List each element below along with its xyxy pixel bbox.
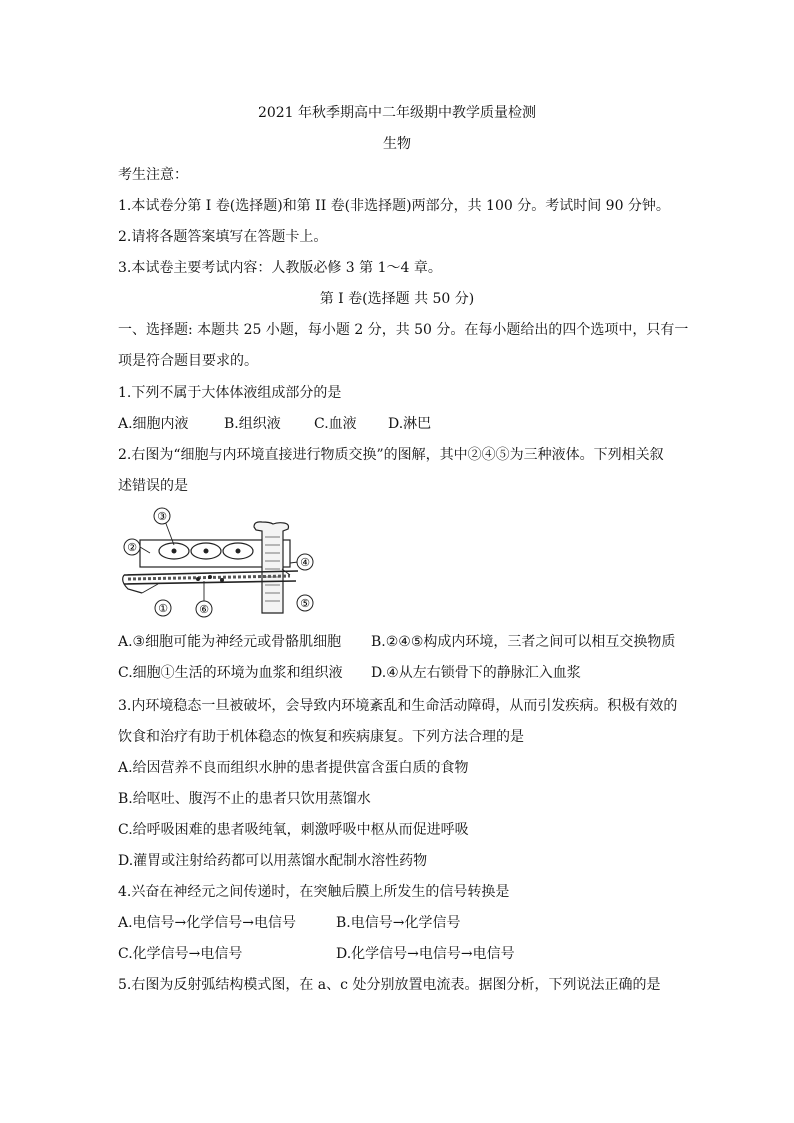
cell-exchange-diagram bbox=[118, 505, 328, 625]
diagram-label: ③ bbox=[157, 510, 167, 523]
q3-option-b: B.给呕吐、腹泻不止的患者只饮用蒸馏水 bbox=[118, 791, 371, 807]
question-3-stem: 饮食和治疗有助于机体稳态的恢复和疾病康复。下列方法合理的是 bbox=[118, 729, 524, 745]
diagram-label: ④ bbox=[300, 556, 310, 569]
q2-option-d: D.④从左右锁骨下的静脉汇入血浆 bbox=[371, 665, 581, 681]
notice-item: 3.本试卷主要考试内容：人教版必修 3 第 1～4 章。 bbox=[118, 260, 442, 276]
diagram-label: ② bbox=[127, 541, 137, 554]
notice-item: 1.本试卷分第 I 卷(选择题)和第 II 卷(非选择题)两部分，共 100 分。考试时间 90 分钟。 bbox=[118, 198, 670, 214]
q1-option-b: B.组织液 bbox=[224, 416, 281, 432]
question-1-stem: 1.下列不属于大体体液组成部分的是 bbox=[118, 385, 342, 401]
q4-option-c: C.化学信号→电信号 bbox=[118, 946, 243, 962]
q4-option-d: D.化学信号→电信号→电信号 bbox=[336, 946, 515, 962]
q4-option-a: A.电信号→化学信号→电信号 bbox=[118, 915, 297, 931]
section-instruction: 项是符合题目要求的。 bbox=[118, 353, 258, 369]
question-2-stem: 述错误的是 bbox=[118, 478, 188, 494]
q3-option-a: A.给因营养不良而组织水肿的患者提供富含蛋白质的食物 bbox=[118, 760, 469, 776]
q2-option-c: C.细胞①生活的环境为血浆和组织液 bbox=[118, 665, 343, 681]
diagram-label: ⑤ bbox=[300, 597, 310, 610]
question-2-stem: 2.右图为“细胞与内环境直接进行物质交换”的图解，其中②④⑤为三种液体。下列相关叙 bbox=[118, 447, 664, 463]
question-3-stem: 3.内环境稳态一旦被破坏，会导致内环境紊乱和生命活动障碍，从而引发疾病。积极有效的 bbox=[118, 698, 678, 714]
section-title: 第 I 卷(选择题 共 50 分) bbox=[319, 291, 475, 307]
subject-title: 生物 bbox=[383, 136, 411, 152]
diagram-label: ① bbox=[158, 602, 168, 615]
question-5-stem: 5.右图为反射弧结构模式图，在 a、c 处分别放置电流表。据图分析，下列说法正确的是 bbox=[118, 977, 661, 993]
q1-option-c: C.血液 bbox=[314, 416, 357, 432]
question-4-stem: 4.兴奋在神经元之间传递时，在突触后膜上所发生的信号转换是 bbox=[118, 884, 510, 900]
section-instruction: 一、选择题: 本题共 25 小题，每小题 2 分，共 50 分。在每小题给出的四个选项中，只有一 bbox=[118, 322, 689, 338]
exam-title: 2021 年秋季期高中二年级期中教学质量检测 bbox=[257, 105, 537, 121]
diagram-label: ⑥ bbox=[199, 603, 209, 616]
q4-option-b: B.电信号→化学信号 bbox=[336, 915, 461, 931]
q3-option-c: C.给呼吸困难的患者吸纯氧，刺激呼吸中枢从而促进呼吸 bbox=[118, 822, 469, 838]
q1-option-d: D.淋巴 bbox=[388, 416, 432, 432]
q2-option-a: A.③细胞可能为神经元或骨骼肌细胞 bbox=[118, 634, 342, 650]
notice-heading: 考生注意： bbox=[118, 167, 188, 183]
q3-option-d: D.灌胃或注射给药都可以用蒸馏水配制水溶性药物 bbox=[118, 853, 428, 869]
notice-item: 2.请将各题答案填写在答题卡上。 bbox=[118, 229, 328, 245]
q2-option-b: B.②④⑤构成内环境，三者之间可以相互交换物质 bbox=[371, 634, 676, 650]
q1-option-a: A.细胞内液 bbox=[118, 416, 189, 432]
